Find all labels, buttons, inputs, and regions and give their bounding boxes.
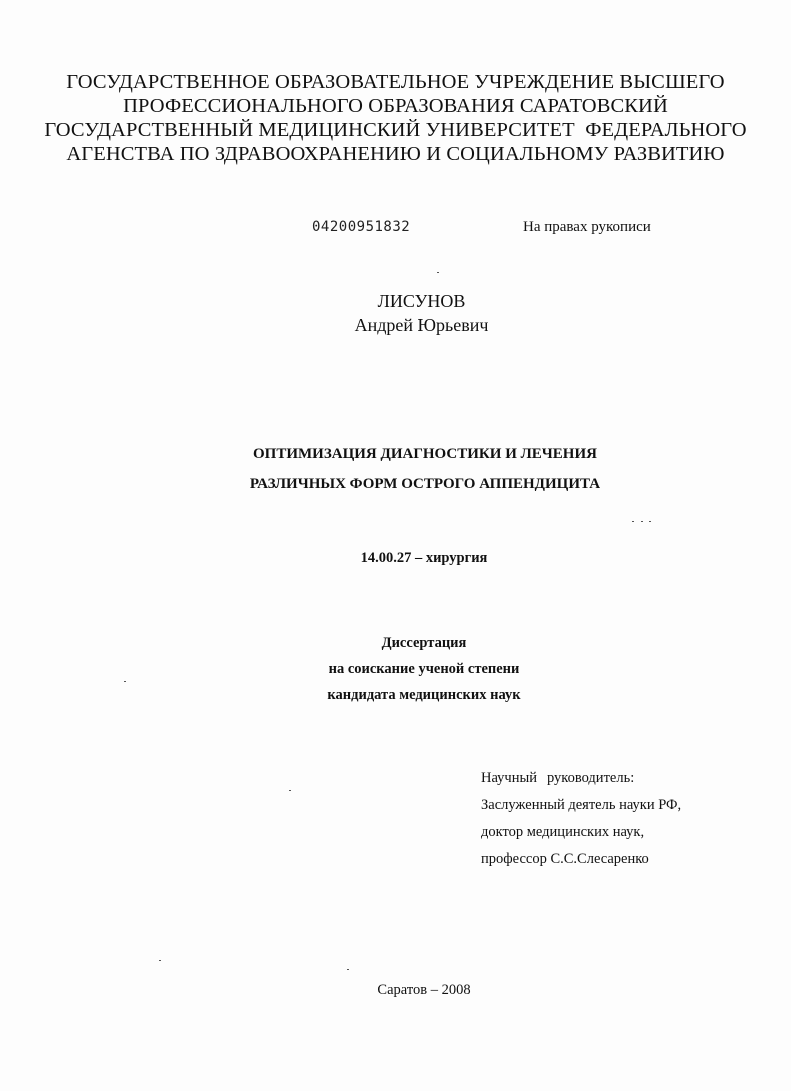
degree-line-3: кандидата медицинских наук (327, 687, 521, 703)
institution-line-4: АГЕНСТВА ПО ЗДРАВООХРАНЕНИЮ И СОЦИАЛЬНОМУ РАЗВИТИЮ (66, 143, 725, 165)
supervisor-degree: доктор медицинских наук, (481, 824, 645, 840)
title-line-2: РАЗЛИЧНЫХ ФОРМ ОСТРОГО АППЕНДИЦИТА (249, 476, 601, 492)
scan-speck (632, 521, 634, 522)
supervisor-block (481, 765, 681, 873)
supervisor-label (481, 765, 681, 792)
author-surname: ЛИСУНОВ (377, 291, 466, 311)
degree-line-1: Диссертация (381, 635, 467, 651)
registration-code: 04200951832 (312, 219, 411, 235)
supervisor-honorary-title: Заслуженный деятель науки РФ, (481, 797, 682, 813)
rights-note: На правах рукописи (523, 219, 651, 235)
title-line-1: ОПТИМИЗАЦИЯ ДИАГНОСТИКИ И ЛЕЧЕНИЯ (253, 446, 597, 462)
author-given-names: Андрей Юрьевич (354, 315, 489, 335)
scan-speck (347, 969, 349, 970)
degree-statement (0, 630, 791, 708)
supervisor-label-word-1: Научный (481, 770, 537, 786)
supervisor-label-word-2: руководитель: (546, 770, 635, 786)
institution-line-1: ГОСУДАРСТВЕННОЕ ОБРАЗОВАТЕЛЬНОЕ УЧРЕЖДЕНИЕ ВЫСШЕГО (66, 71, 725, 93)
author-block (0, 289, 791, 337)
scan-speck (124, 681, 126, 682)
degree-line-2: на соискание ученой степени (328, 661, 520, 677)
scan-speck (159, 960, 161, 961)
scan-speck (289, 790, 291, 791)
supervisor-name: профессор С.С.Слесаренко (481, 851, 649, 867)
institution-line-2: ПРОФЕССИОНАЛЬНОГО ОБРАЗОВАНИЯ САРАТОВСКИЙ (123, 95, 668, 117)
city-year: Саратов – 2008 (377, 982, 471, 998)
institution-line-3: ГОСУДАРСТВЕННЫЙ МЕДИЦИНСКИЙ УНИВЕРСИТЕТ ФЕДЕРАЛЬНОГО (44, 119, 747, 141)
scan-speck (641, 521, 643, 522)
scan-speck (437, 272, 439, 273)
dissertation-title (0, 439, 791, 499)
specialty: 14.00.27 – хирургия (360, 550, 488, 566)
scan-speck (649, 521, 651, 522)
institution-name (40, 70, 751, 166)
